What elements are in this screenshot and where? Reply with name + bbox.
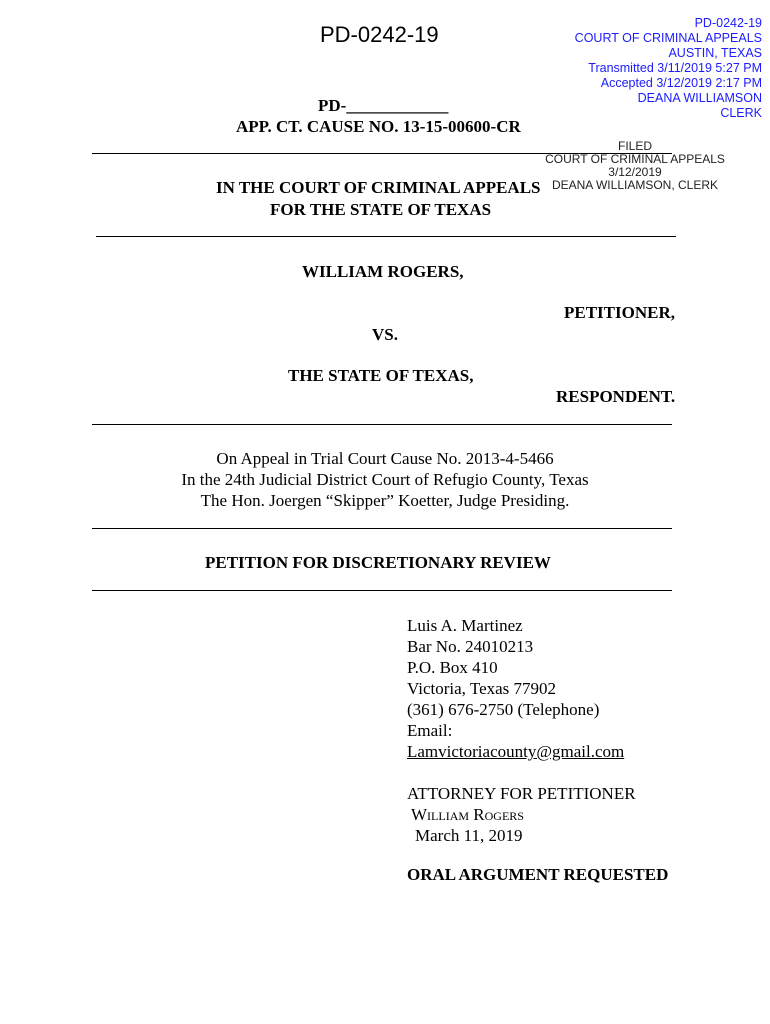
caption-cause-number: APP. CT. CAUSE NO. 13-15-00600-CR [236, 117, 521, 136]
divider-rule [92, 590, 672, 591]
caption-pd-number: PD-____________ [318, 96, 449, 115]
versus-label: VS. [372, 325, 398, 344]
counsel-address-line: Victoria, Texas 77902 [407, 679, 557, 698]
counsel-block [407, 615, 636, 846]
filed-stamp-line: 3/12/2019 [608, 165, 662, 179]
document-stamp-id: PD-0242-19 [320, 22, 439, 47]
filed-stamp-line: FILED [617, 139, 652, 153]
counsel-email-link[interactable]: Lamvictoriacounty@gmail.com [407, 742, 625, 761]
transmittal-line: COURT OF CRIMINAL APPEALS [574, 31, 762, 45]
filed-stamp-line: COURT OF CRIMINAL APPEALS [545, 152, 725, 166]
petitioner-name: WILLIAM ROGERS, [302, 262, 464, 281]
counsel-address-line: P.O. Box 410 [407, 658, 498, 677]
client-name: William Rogers [411, 805, 524, 824]
divider-rule [96, 236, 676, 237]
divider-rule [92, 528, 672, 529]
appeal-info [120, 448, 650, 511]
respondent-role: RESPONDENT. [556, 387, 676, 406]
filed-stamp [530, 140, 740, 192]
appeal-line: The Hon. Joergen “Skipper” Koetter, Judge Presiding. [200, 491, 570, 510]
appeal-line: In the 24th Judicial District Court of Refugio County, Texas [181, 470, 589, 489]
counsel-bar-number: Bar No. 24010213 [407, 637, 534, 656]
counsel-name: Luis A. Martinez [407, 616, 523, 635]
transmittal-line: CLERK [720, 106, 762, 120]
divider-rule [92, 424, 672, 425]
transmittal-line: DEANA WILLIAMSON [637, 91, 762, 105]
filed-stamp-line: DEANA WILLIAMSON, CLERK [551, 178, 719, 192]
petition-title: PETITION FOR DISCRETIONARY REVIEW [205, 553, 551, 572]
counsel-email-label: Email: [407, 721, 453, 740]
transmittal-line: PD-0242-19 [694, 16, 762, 30]
court-state: FOR THE STATE OF TEXAS [270, 200, 492, 219]
transmittal-stamp [575, 16, 762, 121]
filing-date: March 11, 2019 [415, 826, 523, 845]
court-name: IN THE COURT OF CRIMINAL APPEALS [216, 178, 541, 197]
counsel-phone: (361) 676-2750 (Telephone) [407, 700, 600, 719]
counsel-role: ATTORNEY FOR PETITIONER [407, 784, 636, 803]
petitioner-role: PETITIONER, [564, 303, 675, 322]
oral-argument-requested: ORAL ARGUMENT REQUESTED [407, 865, 669, 884]
transmittal-line: Transmitted 3/11/2019 5:27 PM [588, 61, 762, 75]
transmittal-line: Accepted 3/12/2019 2:17 PM [600, 76, 762, 90]
transmittal-line: AUSTIN, TEXAS [668, 46, 762, 60]
appeal-line: On Appeal in Trial Court Cause No. 2013-4-5466 [216, 449, 554, 468]
respondent-name: THE STATE OF TEXAS, [288, 366, 474, 385]
